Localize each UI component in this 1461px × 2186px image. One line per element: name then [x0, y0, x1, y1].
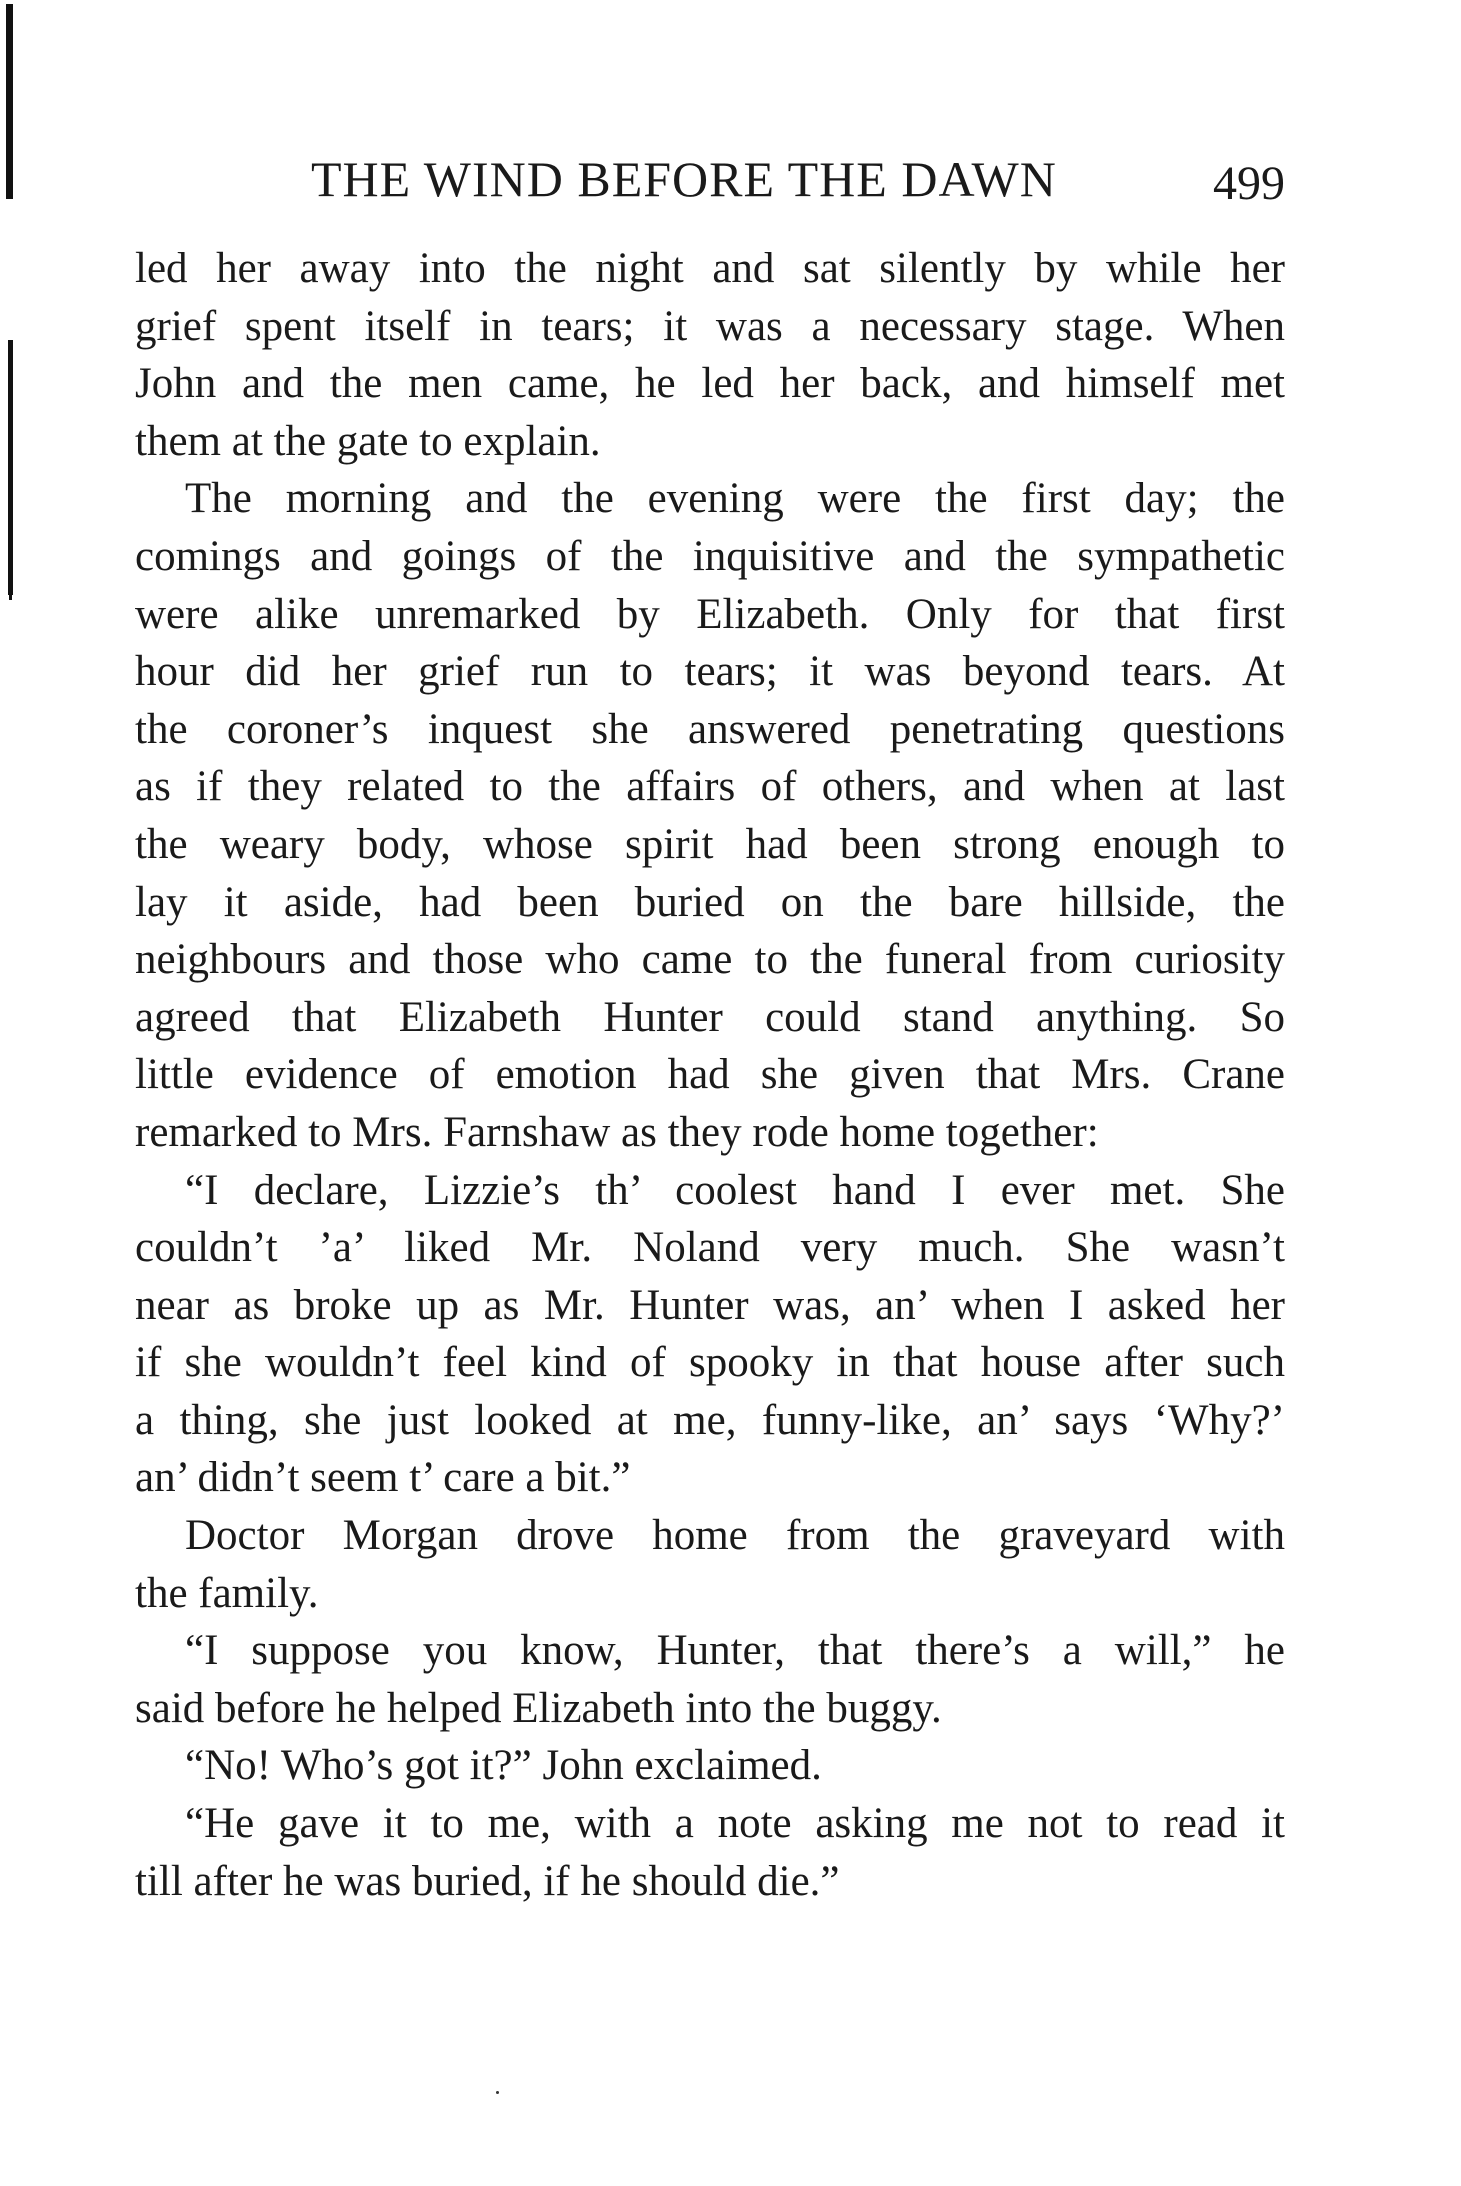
text-line: “No! Who’s got it?” John exclaimed.	[185, 1742, 822, 1790]
text-line: led her away into the night and sat silently by while her	[135, 245, 1285, 292]
text-line: hour did her grief run to tears; it was beyond tears. At	[135, 648, 1285, 696]
text-line: “I suppose you know, Hunter, that there’s a will,” he	[185, 1627, 1285, 1675]
text-line: if she wouldn’t feel kind of spooky in that house after such	[135, 1339, 1285, 1387]
scan-edge-mark	[9, 560, 12, 600]
text-line: a thing, she just looked at me, funny-like, an’ says ‘Why?’	[135, 1396, 1285, 1444]
text-line: lay it aside, had been buried on the bare hillside, the	[135, 878, 1285, 926]
text-line: as if they related to the affairs of others, and when at last	[135, 763, 1285, 811]
text-line: till after he was buried, if he should die.”	[135, 1857, 840, 1905]
scan-speck	[496, 2091, 499, 2094]
text-line: agreed that Elizabeth Hunter could stand anything. So	[135, 993, 1285, 1041]
text-line: the family.	[135, 1569, 319, 1617]
text-line: grief spent itself in tears; it was a necessary stage. When	[135, 302, 1285, 350]
scan-edge-mark	[8, 340, 13, 595]
text-line: John and the men came, he led her back, and himself met	[135, 360, 1285, 408]
text-line: the weary body, whose spirit had been strong enough to	[135, 820, 1285, 868]
running-title: THE WIND BEFORE THE DAWN	[311, 151, 1057, 207]
text-line: “He gave it to me, with a note asking me not to read it	[185, 1800, 1285, 1848]
scan-edge-mark	[6, 4, 13, 199]
text-line: little evidence of emotion had she given that Mrs. Crane	[135, 1051, 1285, 1099]
text-line: were alike unremarked by Elizabeth. Only for that first	[135, 590, 1285, 638]
text-line: an’ didn’t seem t’ care a bit.”	[135, 1454, 631, 1502]
text-line: the coroner’s inquest she answered penetrating questions	[135, 705, 1285, 753]
text-line: couldn’t ’a’ liked Mr. Noland very much. She wasn’t	[135, 1224, 1285, 1272]
page-number: 499	[1213, 157, 1285, 210]
text-line: The morning and the evening were the first day; the	[185, 475, 1285, 523]
text-line: Doctor Morgan drove home from the graveyard with	[185, 1512, 1285, 1560]
body-text	[135, 240, 1285, 1910]
running-head	[135, 150, 1285, 210]
text-line: said before he helped Elizabeth into the buggy.	[135, 1684, 942, 1732]
text-line: comings and goings of the inquisitive and the sympathetic	[135, 532, 1285, 580]
text-line: them at the gate to explain.	[135, 417, 601, 465]
text-line: near as broke up as Mr. Hunter was, an’ when I asked her	[135, 1281, 1285, 1329]
text-line: “I declare, Lizzie’s th’ coolest hand I ever met. She	[185, 1166, 1285, 1214]
text-line: neighbours and those who came to the funeral from curiosity	[135, 936, 1285, 984]
text-line: remarked to Mrs. Farnshaw as they rode home together:	[135, 1108, 1099, 1156]
